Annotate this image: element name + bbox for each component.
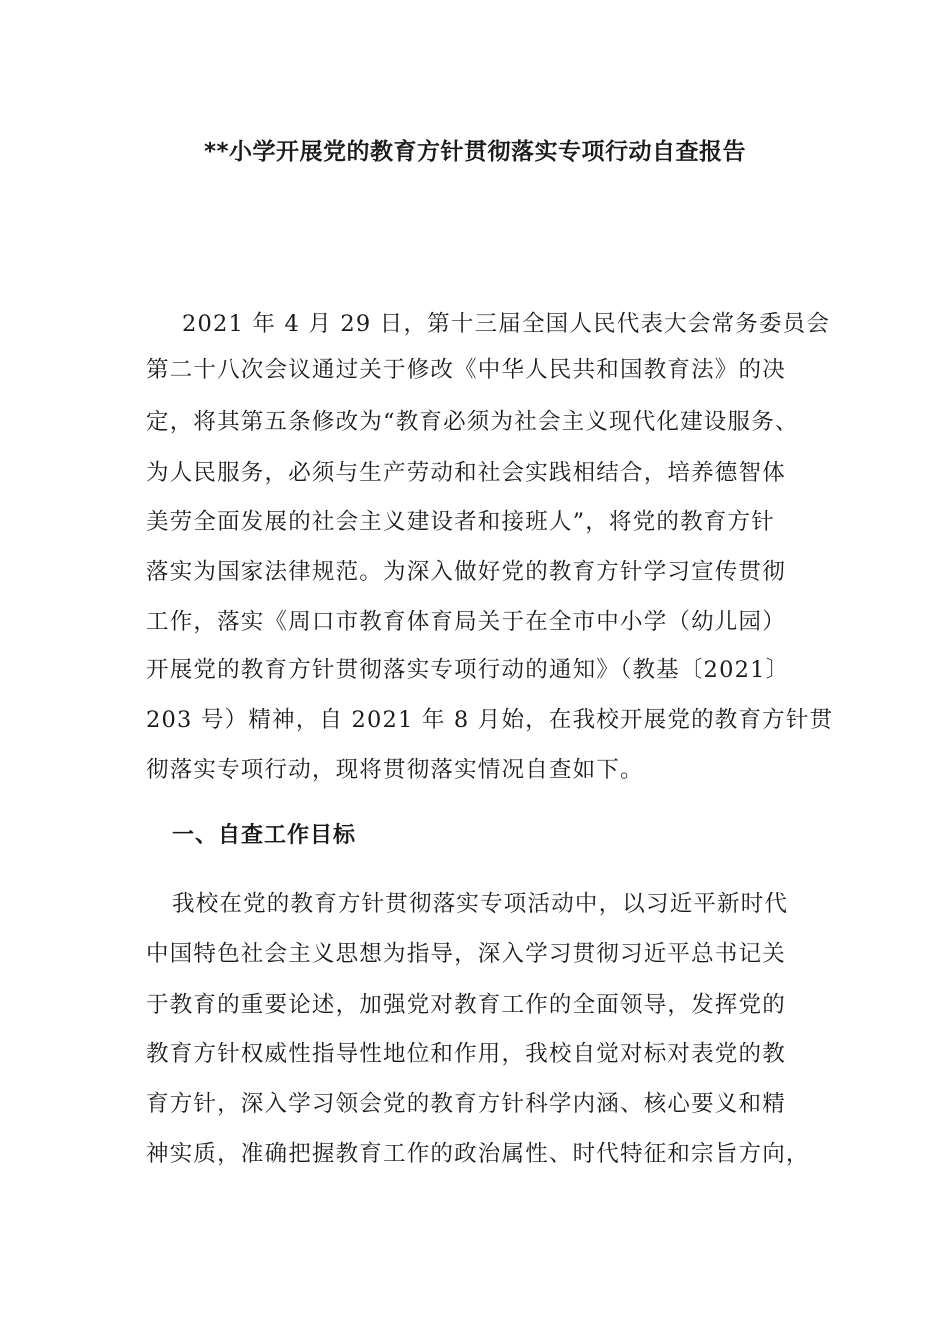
paragraph-line: 神实质，准确把握教育工作的政治属性、时代特征和宗旨方向， [146, 1141, 810, 1167]
document-title: **小学开展党的教育方针贯彻落实专项行动自查报告 [203, 139, 747, 165]
paragraph-line: 彻落实专项行动，现将贯彻落实情况自查如下。 [146, 757, 644, 783]
paragraph-line: 203 号）精神，自 2021 年 8 月始，在我校开展党的教育方针贯 [146, 707, 834, 733]
paragraph-line: 美劳全面发展的社会主义建设者和接班人”，将党的教育方针 [146, 509, 775, 535]
paragraph-line: 中国特色社会主义思想为指导，深入学习贯彻习近平总书记关 [146, 941, 786, 967]
paragraph-line: 于教育的重要论述，加强党对教育工作的全面领导，发挥党的 [146, 992, 786, 1018]
paragraph-line: 我校在党的教育方针贯彻落实专项活动中，以习近平新时代 [172, 891, 789, 917]
paragraph-line: 第二十八次会议通过关于修改《中华人民共和国教育法》的决 [146, 357, 786, 383]
paragraph-line: 开展党的教育方针贯彻落实专项行动的通知》（教基〔2021〕 [146, 657, 790, 683]
paragraph-line: 落实为国家法律规范。为深入做好党的教育方针学习宣传贯彻 [146, 559, 786, 585]
paragraph-line: 定，将其第五条修改为“教育必须为社会主义现代化建设服务、 [146, 409, 799, 435]
paragraph-line: 工作，落实《周口市教育体育局关于在全市中小学（幼儿园） [146, 609, 786, 635]
paragraph-line: 教育方针权威性指导性地位和作用，我校自觉对标对表党的教 [146, 1041, 786, 1067]
paragraph-line: 2021 年 4 月 29 日，第十三届全国人民代表大会常务委员会 [182, 311, 831, 337]
paragraph-line: 育方针，深入学习领会党的教育方针科学内涵、核心要义和精 [146, 1091, 786, 1117]
section-heading: 一、自查工作目标 [172, 823, 357, 848]
paragraph-line: 为人民服务，必须与生产劳动和社会实践相结合，培养德智体 [146, 460, 786, 486]
